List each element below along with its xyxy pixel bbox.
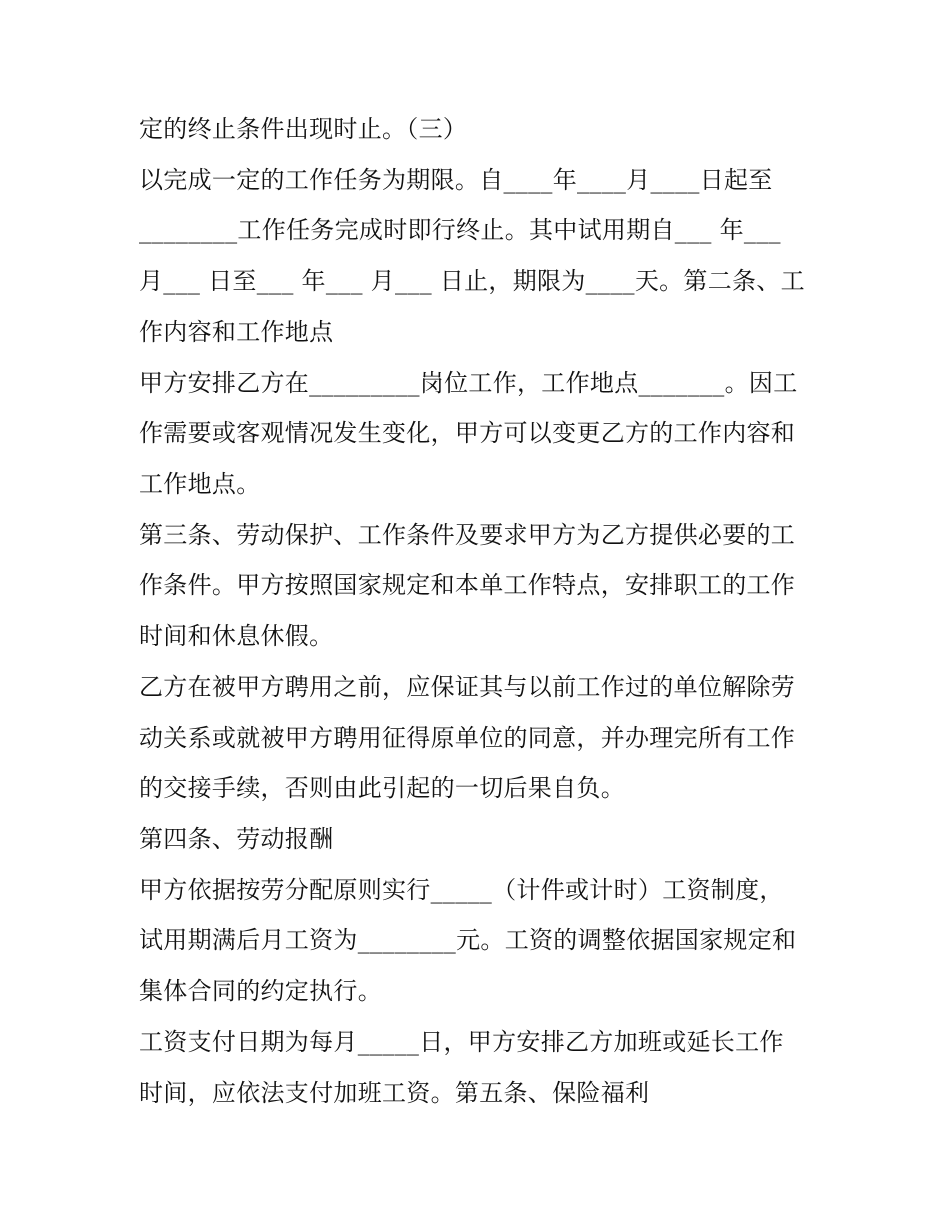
text-line: 甲方安排乙方在_________岗位工作，工作地点_______。因工 [139, 369, 798, 397]
text-line: 时间和休息休假。 [139, 622, 334, 650]
text-line: 工作地点。 [139, 470, 261, 498]
text-line: 作需要或客观情况发生变化，甲方可以变更乙方的工作内容和 [139, 419, 796, 447]
text-line: 作内容和工作地点 [139, 318, 334, 346]
text-line: 第三条、劳动保护、工作条件及要求甲方为乙方提供必要的工 [139, 521, 796, 549]
text-line: 集体合同的约定执行。 [139, 977, 382, 1005]
text-line: 工资支付日期为每月_____日，甲方安排乙方加班或延长工作 [139, 1028, 784, 1056]
text-line: 时间，应依法支付加班工资。第五条、保险福利 [139, 1079, 650, 1107]
text-line: 甲方依据按劳分配原则实行_____（计件或计时）工资制度， [139, 876, 784, 904]
text-line: 月___ 日至___ 年___ 月___ 日止，期限为____天。第二条、工 [139, 267, 805, 295]
text-line: 的交接手续，否则由此引起的一切后果自负。 [139, 774, 625, 802]
text-line: 动关系或就被甲方聘用征得原单位的同意，并办理完所有工作 [139, 724, 796, 752]
text-line: 第四条、劳动报酬 [139, 825, 334, 853]
text-line: 以完成一定的工作任务为期限。自____年____月____日起至 [139, 166, 773, 194]
text-line: 作条件。甲方按照国家规定和本单工作特点，安排职工的工作 [139, 571, 796, 599]
text-line: 试用期满后月工资为________元。工资的调整依据国家规定和 [139, 926, 797, 954]
text-line: ________工作任务完成时即行终止。其中试用期自___ 年___ [139, 216, 781, 244]
text-line: 乙方在被甲方聘用之前，应保证其与以前工作过的单位解除劳 [139, 673, 796, 701]
text-line: 定的终止条件出现时止。（三） [139, 115, 468, 143]
